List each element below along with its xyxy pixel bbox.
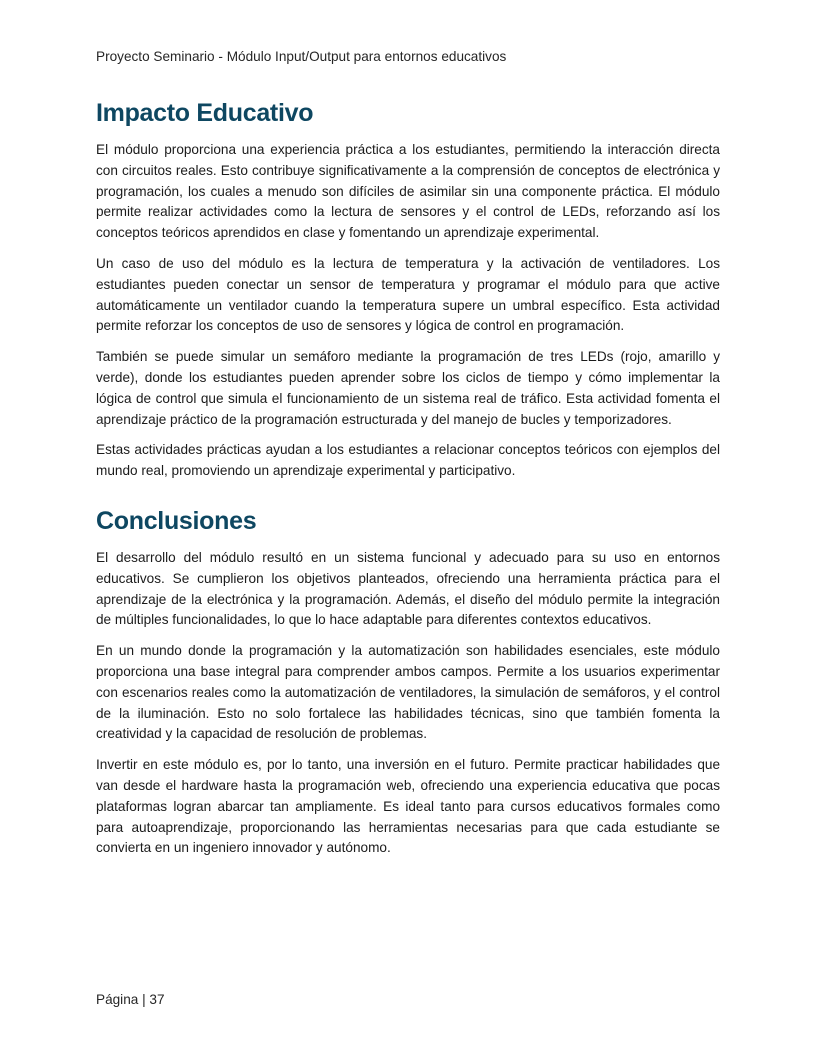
paragraph: Estas actividades prácticas ayudan a los estudiantes a relacionar conceptos teóricos con ejemplos del mundo real, promoviendo un aprendizaje experimental y participativo. <box>96 442 720 479</box>
section-heading-impacto-educativo: Impacto Educativo <box>96 99 314 127</box>
paragraph: El módulo proporciona una experiencia práctica a los estudiantes, permitiendo la interacción directa con circuitos reales. Esto contribuye significativamente a la comprensión de conceptos de electrónica y programación, los cuales a menudo son difíciles de asimilar sin una componente práctica. El módulo permite realizar actividades como la lectura de sensores y el control de LEDs, reforzando así los conceptos teóricos aprendidos en clase y fomentando un aprendizaje experimental. <box>96 142 720 241</box>
paragraph: El desarrollo del módulo resultó en un sistema funcional y adecuado para su uso en entornos educativos. Se cumplieron los objetivos planteados, ofreciendo una herramienta práctica para el aprendizaje de la electrónica y la programación. Además, el diseño del módulo permite la integración de múltiples funcionalidades, lo que lo hace adaptable para diferentes contextos educativos. <box>96 549 720 628</box>
running-header: Proyecto Seminario - Módulo Input/Output para entornos educativos <box>96 49 507 64</box>
section-heading-conclusiones: Conclusiones <box>96 506 257 535</box>
paragraph: También se puede simular un semáforo mediante la programación de tres LEDs (rojo, amarillo y verde), donde los estudiantes pueden aprender sobre los ciclos de tiempo y cómo implementar la lógica de control que simula el funcionamiento de un sistema real de tráfico. Esta actividad fomenta el aprendizaje práctico de la programación estructurada y del manejo de bucles y temporizadores. <box>96 349 720 427</box>
page-number-footer: Página | 37 <box>96 992 165 1007</box>
paragraph: En un mundo donde la programación y la automatización son habilidades esenciales, este módulo proporciona una base integral para comprender ambos campos. Permite a los usuarios experimentar con escenarios reales como la automatización de ventiladores, la simulación de semáforos, y el control de la iluminación. Esto no solo fortalece las habilidades técnicas, sino que también fomenta la creatividad y la capacidad de resolución de problemas. <box>96 643 720 742</box>
paragraph: Un caso de uso del módulo es la lectura de temperatura y la activación de ventiladores. Los estudiantes pueden conectar un sensor de temperatura y programar el módulo para que active automáticamente un ventilador cuando la temperatura supere un umbral específico. Esta actividad permite reforzar los conceptos de uso de sensores y lógica de control en programación. <box>96 255 720 334</box>
page-content <box>96 96 720 869</box>
paragraph: Invertir en este módulo es, por lo tanto, una inversión en el futuro. Permite practicar habilidades que van desde el hardware hasta la programación web, ofreciendo una experiencia educativa que pocas plataformas logran abarcar tan ampliamente. Es ideal tanto para cursos educativos formales como para autoaprendizaje, proporcionando las herramientas necesarias para que cada estudiante se convierta en un ingeniero innovador y autónomo. <box>96 757 720 856</box>
